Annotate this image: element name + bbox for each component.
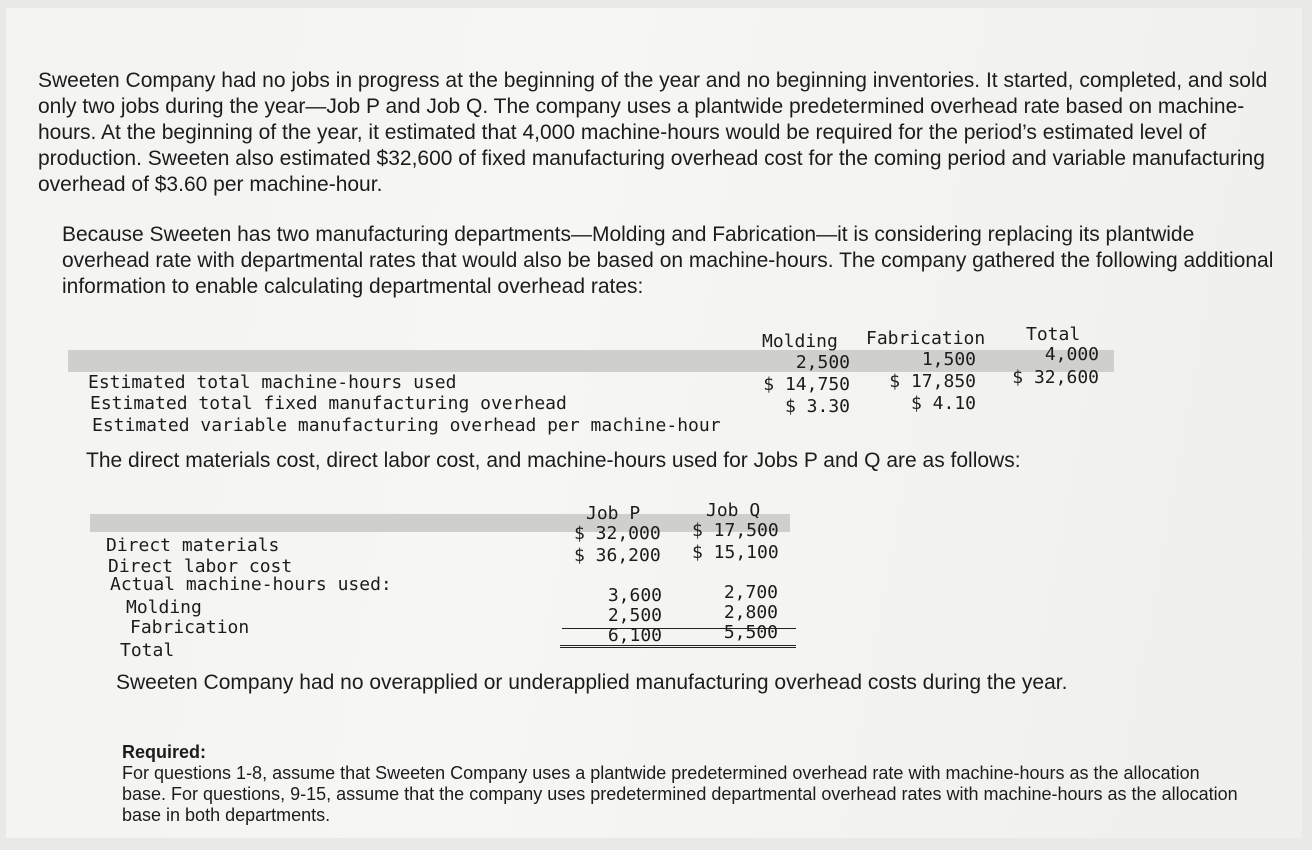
dept-row-label: Estimated total machine-hours used	[88, 372, 457, 393]
dept-cell: 1,500	[921, 349, 976, 370]
intro-paragraph: Sweeten Company had no jobs in progress at the beginning of the year and no beginning inventories. It started, completed, and sold only two jobs during the year—Job P and Job Q. The company uses a plantwide predetermined overhead rate based on machine-hours. At the beginning of the year, it estimated that 4,000 machine-hours would be required for the period’s estimated level of production. Sweeten also estimated $32,600 of fixed manufacturing overhead cost for the coming period and variable manufacturing overhead of $3.60 per machine-hour.	[38, 69, 1268, 196]
departments-paragraph: Because Sweeten has two manufacturing departments—Molding and Fabrication—it is considering replacing its plantwide overhead rate with departmental rates that would also be based on machine-hours. The company gathered the following additional information to enable calculating departmental overhead rates:	[62, 223, 1274, 298]
dept-cell: $ 14,750	[763, 374, 850, 395]
overhead-note: Sweeten Company had no overapplied or underapplied manufacturing overhead costs during the year.	[116, 671, 1068, 694]
dept-cell: 2,500	[795, 352, 850, 373]
jobs-row-label: Fabrication	[130, 617, 250, 638]
jobs-cell: 3,600	[607, 585, 662, 606]
dept-cell: $ 3.30	[784, 396, 850, 417]
jobs-cell: 6,100	[607, 625, 662, 646]
jobs-row-label: Direct materials	[106, 535, 280, 556]
jobs-cell: $ 17,500	[692, 520, 779, 541]
required-label: Required:	[122, 742, 207, 762]
jobs-cell: $ 32,000	[574, 523, 661, 544]
dept-cell: 4,000	[1044, 344, 1099, 365]
dept-header-molding: Molding	[762, 331, 838, 352]
dept-cell: $ 4.10	[910, 393, 976, 414]
jobs-cell: $ 36,200	[574, 545, 661, 566]
dept-cell: $ 17,850	[889, 371, 976, 392]
total-double-rule	[560, 645, 796, 648]
jobs-row-label: Molding	[126, 597, 202, 618]
jobs-row-label: Total	[120, 640, 175, 661]
dept-row-label: Estimated variable manufacturing overhead per machine-hour	[92, 415, 721, 436]
dept-header-total: Total	[1026, 324, 1081, 345]
required-text: For questions 1-8, assume that Sweeten Company uses a plantwide predetermined overhead rate with machine-hours as the allocation base. For questions, 9-15, assume that the company uses predetermined departmental overhead rates with machine-hours as the allocation base in both departments.	[122, 763, 1238, 825]
jobs-row-label: Actual machine-hours used:	[110, 574, 392, 595]
jobs-cell: 2,800	[723, 602, 778, 623]
jobs-header-p: Job P	[586, 503, 641, 524]
jobs-cell: $ 15,100	[692, 542, 779, 563]
required-section	[122, 742, 1242, 826]
dept-cell: $ 32,600	[1012, 367, 1099, 388]
dept-header-fabrication: Fabrication	[866, 328, 986, 349]
dept-row-label: Estimated total fixed manufacturing overhead	[90, 393, 567, 414]
jobs-cell: 2,700	[723, 582, 778, 603]
jobs-intro: The direct materials cost, direct labor cost, and machine-hours used for Jobs P and Q are as follows:	[86, 449, 1021, 472]
jobs-cell: 2,500	[607, 605, 662, 626]
textbook-page	[6, 8, 1302, 838]
jobs-header-q: Job Q	[706, 500, 761, 521]
jobs-row-label: Direct labor cost	[108, 556, 293, 577]
jobs-table-header-bar	[90, 514, 790, 532]
jobs-cell: 5,500	[723, 622, 778, 643]
